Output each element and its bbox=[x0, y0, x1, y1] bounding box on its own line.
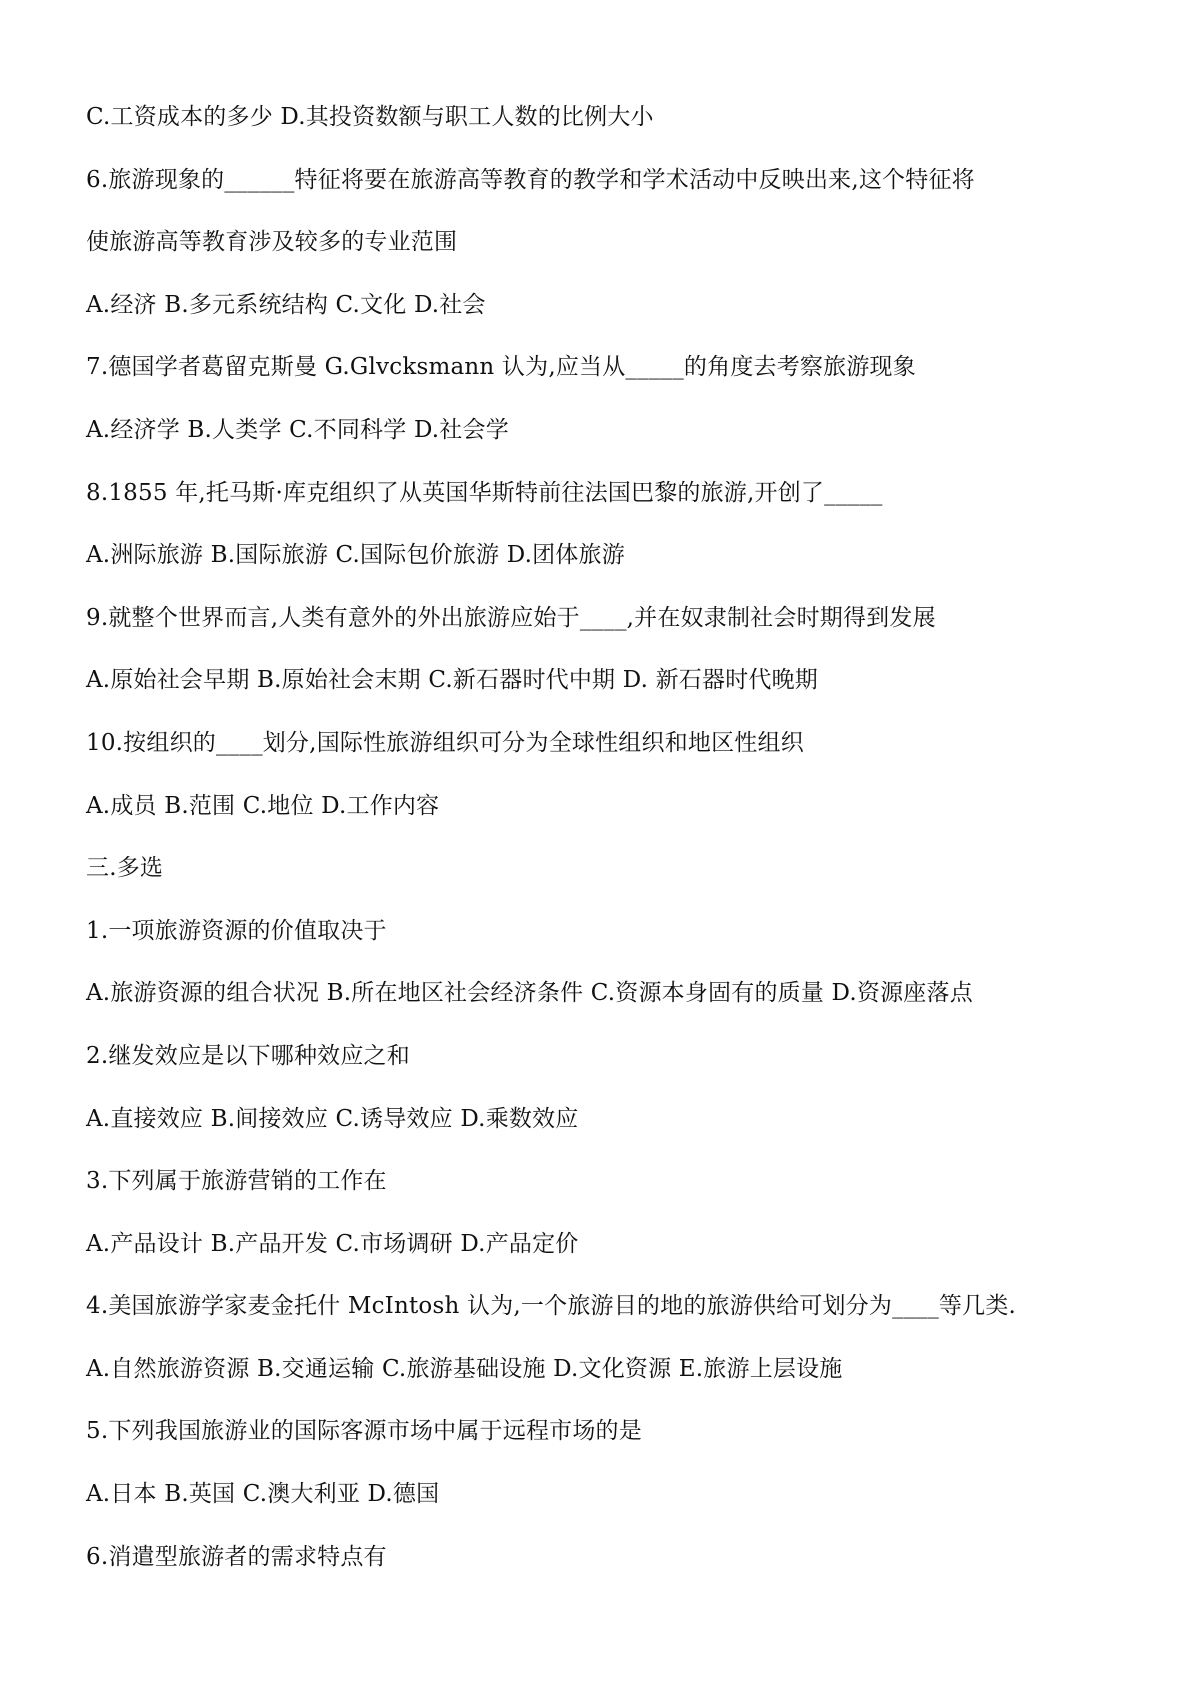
answer-options-q6: A.经济 B.多元系统结构 C.文化 D.社会 bbox=[86, 291, 486, 318]
question-6-text-continued: 使旅游高等教育涉及较多的专业范围 bbox=[86, 229, 458, 256]
answer-options-q9: A.原始社会早期 B.原始社会末期 C.新石器时代中期 D. 新石器时代晚期 bbox=[86, 667, 818, 694]
mc-question-4-text: 4.美国旅游学家麦金托什 McIntosh 认为,一个旅游目的地的旅游供给可划分为____等几类. bbox=[86, 1293, 1017, 1320]
question-9-text: 9.就整个世界而言,人类有意外的外出旅游应始于____,并在奴隶制社会时期得到发展 bbox=[86, 604, 936, 631]
mc-question-6-text: 6.消遣型旅游者的需求特点有 bbox=[86, 1543, 387, 1570]
question-6-text: 6.旅游现象的______特征将要在旅游高等教育的教学和学术活动中反映出来,这个特征将 bbox=[86, 166, 975, 193]
mc-answer-options-q5: A.日本 B.英国 C.澳大利亚 D.德国 bbox=[86, 1481, 440, 1508]
mc-answer-options-q3: A.产品设计 B.产品开发 C.市场调研 D.产品定价 bbox=[86, 1230, 579, 1257]
answer-options-q7: A.经济学 B.人类学 C.不同科学 D.社会学 bbox=[86, 416, 509, 443]
mc-question-1-text: 1.一项旅游资源的价值取决于 bbox=[86, 917, 387, 944]
mc-answer-options-q4: A.自然旅游资源 B.交通运输 C.旅游基础设施 D.文化资源 E.旅游上层设施 bbox=[86, 1355, 843, 1382]
question-8-text: 8.1855 年,托马斯·库克组织了从英国华斯特前往法国巴黎的旅游,开创了_____ bbox=[86, 479, 883, 506]
answer-options-q8: A.洲际旅游 B.国际旅游 C.国际包价旅游 D.团体旅游 bbox=[86, 542, 625, 569]
question-7-text: 7.德国学者葛留克斯曼 G.Glvcksmann 认为,应当从_____的角度去考察旅游现象 bbox=[86, 354, 916, 381]
mc-answer-options-q1: A.旅游资源的组合状况 B.所在地区社会经济条件 C.资源本身固有的质量 D.资源座落点 bbox=[86, 980, 973, 1007]
answer-options-q5-cd: C.工资成本的多少 D.其投资数额与职工人数的比例大小 bbox=[86, 104, 654, 130]
mc-question-2-text: 2.继发效应是以下哪种效应之和 bbox=[86, 1042, 410, 1069]
question-10-text: 10.按组织的____划分,国际性旅游组织可分为全球性组织和地区性组织 bbox=[86, 729, 804, 756]
mc-answer-options-q2: A.直接效应 B.间接效应 C.诱导效应 D.乘数效应 bbox=[86, 1105, 579, 1132]
section-heading-multiple-choice: 三.多选 bbox=[86, 855, 164, 882]
mc-question-3-text: 3.下列属于旅游营销的工作在 bbox=[86, 1168, 387, 1195]
mc-question-5-text: 5.下列我国旅游业的国际客源市场中属于远程市场的是 bbox=[86, 1418, 642, 1445]
answer-options-q10: A.成员 B.范围 C.地位 D.工作内容 bbox=[86, 792, 440, 819]
